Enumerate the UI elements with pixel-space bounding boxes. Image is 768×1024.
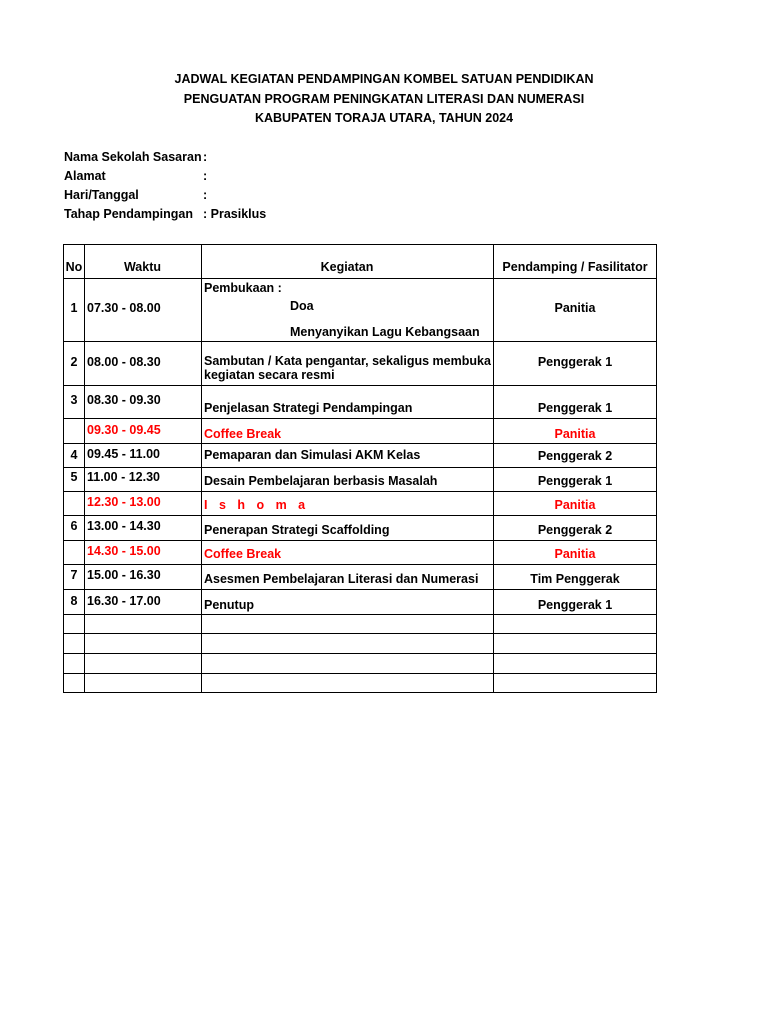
row-divider [63,653,657,654]
row-5-kegiatan: Pemaparan dan Simulasi AKM Kelas [204,448,421,462]
row-divider [63,564,657,565]
row-divider [63,614,657,615]
row-3-waktu: 08.30 - 09.30 [87,393,161,407]
header-no: No [65,260,83,274]
row-3-no: 3 [70,393,78,407]
row-divider [63,443,657,444]
row-10-kegiatan: Asesmen Pembelajaran Literasi dan Numerasi [204,572,479,586]
info-stage [64,207,266,221]
row-divider [63,540,657,541]
row-divider [63,278,657,279]
row-divider [63,385,657,386]
row-11-no: 8 [70,594,78,608]
row-divider [63,467,657,468]
row-8-no: 6 [70,519,78,533]
header-kegiatan: Kegiatan [320,260,374,274]
row-1-kegiatan-sub-2: Menyanyikan Lagu Kebangsaan [290,325,480,339]
info-school-name-value: : [203,150,208,164]
row-7-pendamping: Panitia [554,498,596,512]
row-9-kegiatan: Coffee Break [204,547,282,561]
row-6-kegiatan: Desain Pembelajaran berbasis Masalah [204,474,438,488]
info-date [64,188,207,202]
row-11-waktu: 16.30 - 17.00 [87,594,161,608]
row-10-waktu: 15.00 - 16.30 [87,568,161,582]
info-school-name-label: Nama Sekolah Sasaran [64,150,202,164]
info-stage-value: : Prasiklus [203,207,267,221]
row-3-kegiatan: Penjelasan Strategi Pendampingan [204,401,413,415]
row-2-waktu: 08.00 - 08.30 [87,355,161,369]
row-1-kegiatan-sub-1: Doa [290,299,314,313]
info-address-value: : [203,169,208,183]
row-6-no: 5 [70,470,78,484]
row-9-pendamping: Panitia [554,547,596,561]
row-5-no: 4 [70,448,78,462]
row-4-waktu: 09.30 - 09.45 [87,423,161,437]
row-divider [63,341,657,342]
row-4-kegiatan: Coffee Break [204,427,282,441]
row-4-pendamping: Panitia [554,427,596,441]
row-8-pendamping: Penggerak 2 [537,523,613,537]
row-2-kegiatan-line-1: Sambutan / Kata pengantar, sekaligus membuka [204,354,491,368]
info-date-value: : [203,188,208,202]
row-7-kegiatan: I s h o m a [204,498,310,512]
row-2-no: 2 [70,355,78,369]
row-2-pendamping: Penggerak 1 [537,355,613,369]
column-divider [201,244,202,693]
info-school-name [64,150,207,164]
row-11-kegiatan: Penutup [204,598,254,612]
row-divider [63,673,657,674]
header-waktu: Waktu [123,260,162,274]
row-2-kegiatan-line-2: kegiatan secara resmi [204,368,335,382]
row-9-waktu: 14.30 - 15.00 [87,544,161,558]
row-6-pendamping: Penggerak 1 [537,474,613,488]
row-8-kegiatan: Penerapan Strategi Scaffolding [204,523,390,537]
row-3-pendamping: Penggerak 1 [537,401,613,415]
row-5-pendamping: Penggerak 2 [537,449,613,463]
row-divider [63,633,657,634]
header-pendamping: Pendamping / Fasilitator [502,260,648,274]
row-10-no: 7 [70,568,78,582]
row-divider [63,515,657,516]
row-6-waktu: 11.00 - 12.30 [87,470,160,484]
row-1-pendamping: Panitia [554,301,596,315]
row-1-waktu: 07.30 - 08.00 [87,301,161,315]
row-divider [63,491,657,492]
row-1-kegiatan-title: Pembukaan : [204,281,282,295]
row-11-pendamping: Penggerak 1 [537,598,613,612]
info-stage-label: Tahap Pendampingan [64,207,193,221]
document-title-line-2: PENGUATAN PROGRAM PENINGKATAN LITERASI DAN NUMERASI [183,92,585,106]
row-5-waktu: 09.45 - 11.00 [87,447,160,461]
row-1-no: 1 [70,301,78,315]
row-8-waktu: 13.00 - 14.30 [87,519,161,533]
info-address [64,169,207,183]
row-10-pendamping: Tim Penggerak [530,572,620,586]
document-title-line-1: JADWAL KEGIATAN PENDAMPINGAN KOMBEL SATUAN PENDIDIKAN [174,72,594,86]
document-title-line-3: KABUPATEN TORAJA UTARA, TAHUN 2024 [254,111,514,125]
info-address-label: Alamat [64,169,106,183]
row-7-waktu: 12.30 - 13.00 [87,495,161,509]
row-divider [63,418,657,419]
row-divider [63,589,657,590]
info-date-label: Hari/Tanggal [64,188,139,202]
